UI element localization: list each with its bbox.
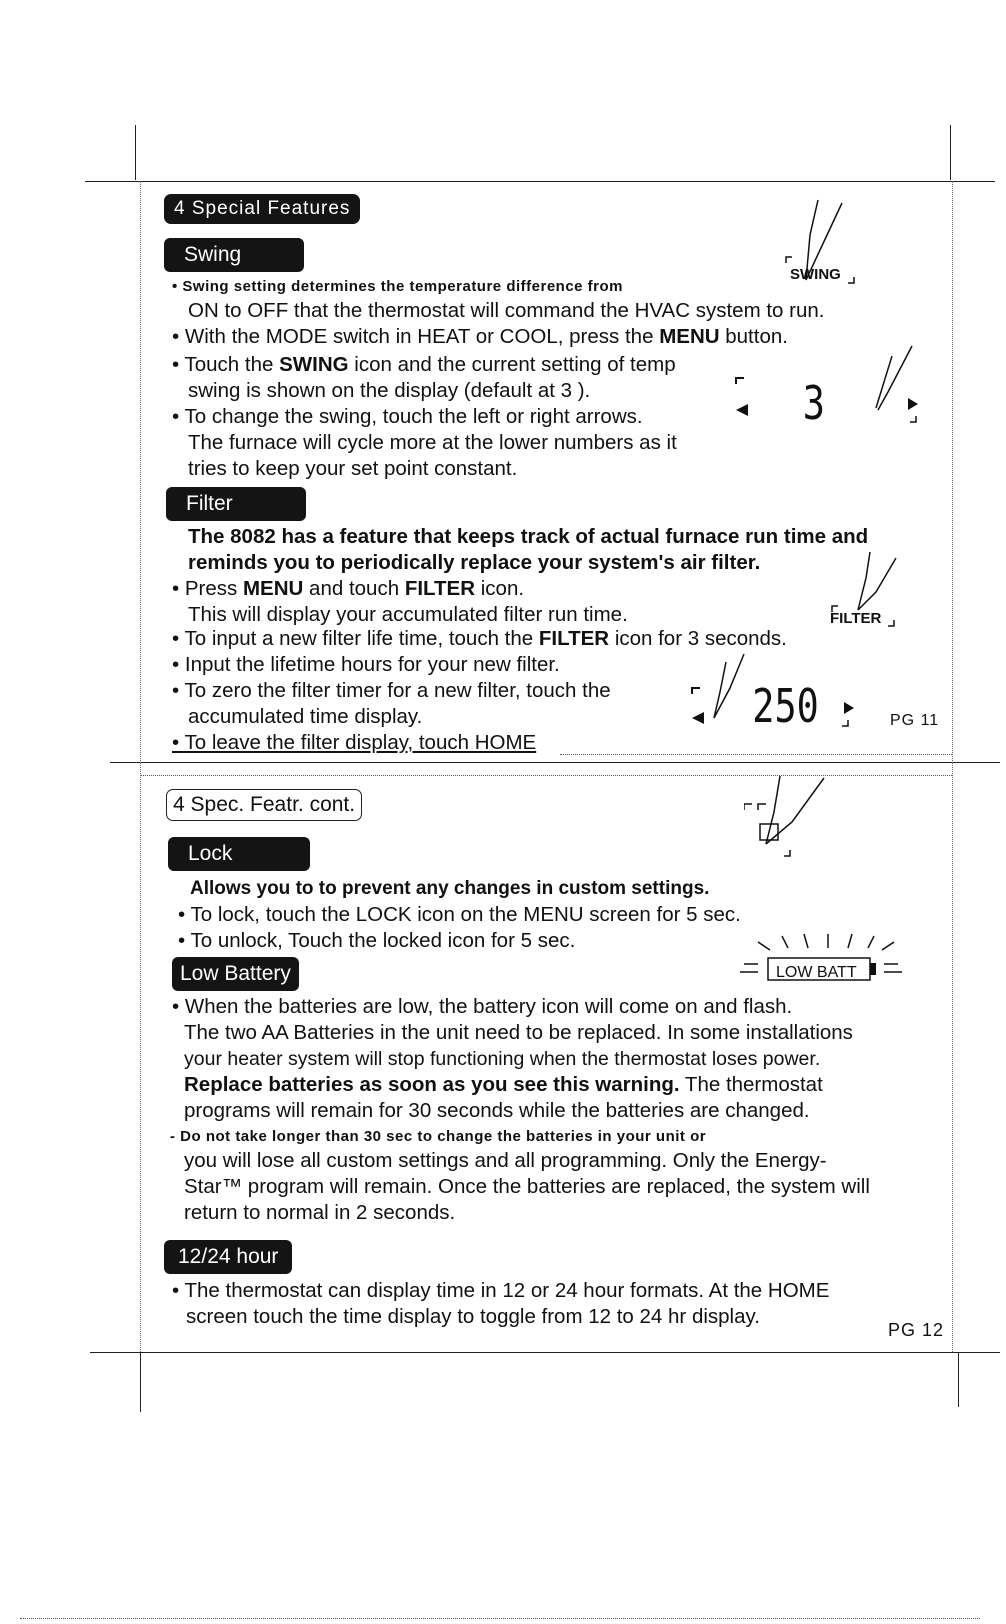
filter-display-line: This will display your accumulated filter run time. (188, 603, 628, 626)
filter-input-line (172, 626, 787, 652)
left-arrow-icon (736, 404, 748, 416)
swing-line-3c: button. (725, 325, 788, 348)
page-divider (110, 762, 1000, 763)
lock-line-1: Allows you to to prevent any changes in custom settings. (190, 878, 710, 899)
swing-line-4 (172, 352, 676, 378)
filter-intro-2: reminds you to periodically replace your system's air filter. (188, 551, 761, 574)
filter-press-filter: FILTER (404, 577, 476, 600)
swing-line-3a: • With the MODE switch in HEAT or COOL, press the (172, 325, 654, 348)
filter-left-arrow-icon (692, 712, 704, 724)
bottom-edge-dots (20, 1618, 980, 1619)
page-number-12: PG 12 (888, 1320, 945, 1340)
filter-heading: Filter (166, 487, 306, 521)
battery-line-5: programs will remain for 30 seconds while the batteries are changed. (184, 1099, 810, 1122)
page1-right-edge (952, 181, 953, 761)
low-battery-indicator: LOW BATT (776, 964, 857, 981)
filter-press-prefix: • Press (172, 577, 238, 600)
filter-press-menu: MENU (242, 577, 304, 600)
page1-section-title: 4 Special Features (164, 194, 360, 224)
swing-display-value: 3 (802, 376, 825, 430)
lock-line-2: • To lock, touch the LOCK icon on the MENU screen for 5 sec. (178, 903, 741, 926)
filter-input-prefix: • To input a new filter life time, touch the (172, 627, 534, 650)
crop-mark-left-top (135, 125, 136, 180)
filter-press-mid: and touch (309, 577, 400, 600)
filter-intro-1: The 8082 has a feature that keeps track of actual furnace run time and (188, 525, 869, 548)
lock-touch-icon (744, 772, 834, 872)
page-number-11: PG 11 (890, 712, 940, 729)
top-border (85, 181, 995, 182)
battery-line-4 (184, 1072, 823, 1098)
swing-line-5: swing is shown on the display (default at 3 ). (188, 379, 591, 402)
filter-input-suffix: icon for 3 seconds. (614, 627, 787, 650)
filter-display-value: 250 (752, 679, 819, 733)
swing-icon-label: SWING (790, 266, 841, 283)
swing-line-1: • Swing setting determines the temperature difference from (172, 278, 624, 295)
filter-press-suffix: icon. (480, 577, 525, 600)
filter-zero-line-1: • To zero the filter timer for a new filter, touch the (172, 679, 611, 702)
swing-line-6: • To change the swing, touch the left or right arrows. (172, 405, 643, 428)
right-arrow-icon (908, 398, 918, 410)
lock-heading: Lock (168, 837, 310, 871)
swing-line-8: tries to keep your set point constant. (188, 457, 518, 480)
swing-line-4a: • Touch the (172, 353, 274, 376)
page2-section-title: 4 Spec. Featr. cont. (166, 789, 362, 821)
page1-left-edge (140, 181, 141, 761)
filter-input-filter: FILTER (538, 627, 610, 650)
battery-line-7: you will lose all custom settings and all programming. Only the Energy- (184, 1149, 827, 1172)
battery-line-8: Star™ program will remain. Once the batteries are replaced, the system will (184, 1175, 870, 1198)
filter-leave-underline-dots (560, 754, 952, 755)
filter-icon-label: FILTER (830, 610, 882, 627)
swing-line-3-menu: MENU (659, 325, 720, 348)
swing-line-7: The furnace will cycle more at the lower numbers as it (188, 431, 677, 454)
hour-format-heading: 12/24 hour (164, 1240, 292, 1274)
swing-display-graphic (728, 340, 928, 440)
filter-leave-line: • To leave the filter display, touch HOME (172, 731, 537, 754)
crop-mark-right-top (950, 125, 951, 180)
battery-line-2: The two AA Batteries in the unit need to be replaced. In some installations (184, 1021, 853, 1044)
swing-line-4c: icon and the current setting of temp (354, 353, 676, 376)
swing-heading: Swing (164, 238, 304, 272)
battery-line-9: return to normal in 2 seconds. (184, 1201, 456, 1224)
filter-zero-line-2: accumulated time display. (188, 705, 423, 728)
low-battery-heading: Low Battery (172, 957, 299, 991)
swing-line-2: ON to OFF that the thermostat will command the HVAC system to run. (188, 299, 825, 322)
filter-lifetime-line: • Input the lifetime hours for your new filter. (172, 653, 560, 676)
crop-mark-left-bottom (140, 1352, 141, 1412)
hour-format-line-2: screen touch the time display to toggle from 12 to 24 hr display. (186, 1305, 760, 1328)
battery-line-1: • When the batteries are low, the battery icon will come on and flash. (172, 995, 793, 1018)
filter-right-arrow-icon (844, 702, 854, 714)
page2-right-edge (952, 762, 953, 1352)
swing-line-3 (172, 324, 788, 350)
battery-warning-bold: Replace batteries as soon as you see this warning. (184, 1073, 680, 1096)
bottom-border (90, 1352, 1000, 1353)
crop-mark-right-bottom (958, 1352, 959, 1407)
lock-line-3: • To unlock, Touch the locked icon for 5 sec. (178, 929, 576, 952)
swing-line-4-swing: SWING (279, 353, 349, 376)
battery-line-6: - Do not take longer than 30 sec to change the batteries in your unit or (170, 1128, 707, 1145)
battery-line-3: your heater system will stop functioning when the thermostat loses power. (184, 1048, 821, 1070)
battery-line-4-rest: The thermostat (679, 1073, 823, 1096)
page2-left-edge (140, 762, 141, 1352)
filter-press-line (172, 576, 524, 602)
hour-format-line-1: • The thermostat can display time in 12 or 24 hour formats. At the HOME (172, 1279, 830, 1302)
